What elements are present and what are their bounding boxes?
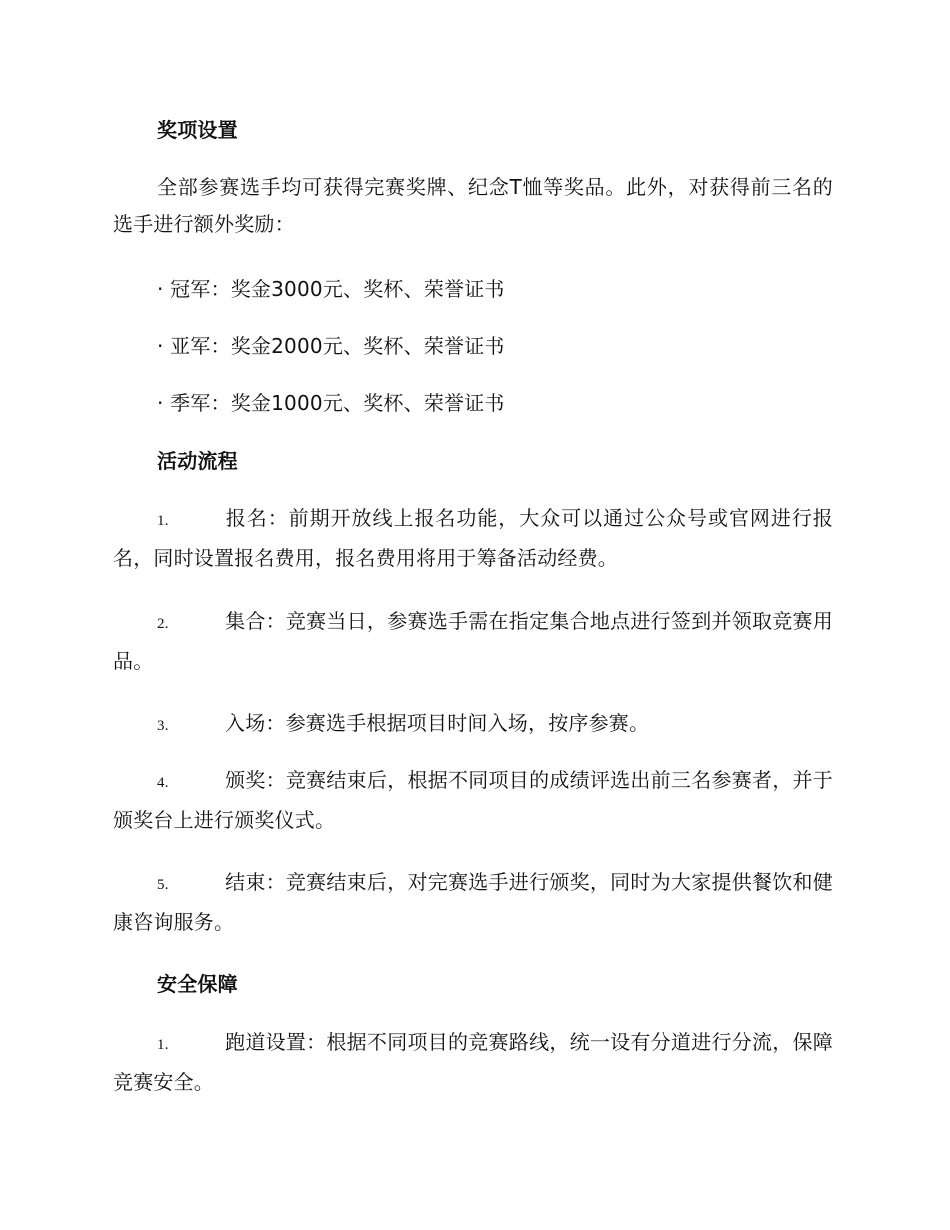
list-item-text: 集合：竞赛当日，参赛选手需在指定集合地点进行签到并领取竞赛用品。 — [113, 609, 833, 673]
list-number: 2. — [157, 616, 169, 632]
process-item-1 — [113, 500, 833, 577]
list-item-text: 结束：竞赛结束后，对完赛选手进行颁奖，同时为大家提供餐饮和健康咨询服务。 — [113, 870, 833, 934]
list-number: 1. — [157, 1037, 169, 1053]
list-number: 5. — [157, 877, 169, 893]
list-number: 4. — [157, 775, 169, 791]
list-number: 1. — [157, 513, 169, 529]
safety-item-1 — [113, 1024, 833, 1101]
list-item-text: 报名：前期开放线上报名功能，大众可以通过公众号或官网进行报名，同时设置报名费用，报名费用将用于筹备活动经费。 — [113, 506, 833, 570]
list-item-text: 跑道设置：根据不同项目的竞赛路线，统一设有分道进行分流，保障竞赛安全。 — [113, 1030, 833, 1094]
award-bullet-runner-up: · 亚军：奖金2000元、奖杯、荣誉证书 — [157, 334, 505, 358]
process-item-3 — [113, 705, 833, 745]
section-heading-process: 活动流程 — [157, 449, 238, 473]
process-item-2 — [113, 603, 833, 680]
section-heading-safety: 安全保障 — [157, 972, 238, 996]
list-item-text: 颁奖：竞赛结束后，根据不同项目的成绩评选出前三名参赛者，并于颁奖台上进行颁奖仪式。 — [113, 768, 833, 832]
list-number: 3. — [157, 718, 169, 734]
award-bullet-third-place: · 季军：奖金1000元、奖杯、荣誉证书 — [157, 391, 505, 415]
list-item-text: 入场：参赛选手根据项目时间入场，按序参赛。 — [225, 711, 650, 735]
section-heading-awards: 奖项设置 — [157, 118, 238, 142]
award-bullet-champion: · 冠军：奖金3000元、奖杯、荣誉证书 — [157, 277, 505, 301]
process-item-5 — [113, 864, 833, 941]
process-item-4 — [113, 762, 833, 839]
awards-intro-paragraph: 全部参赛选手均可获得完赛奖牌、纪念T恤等奖品。此外，对获得前三名的选手进行额外奖励： — [113, 175, 833, 236]
